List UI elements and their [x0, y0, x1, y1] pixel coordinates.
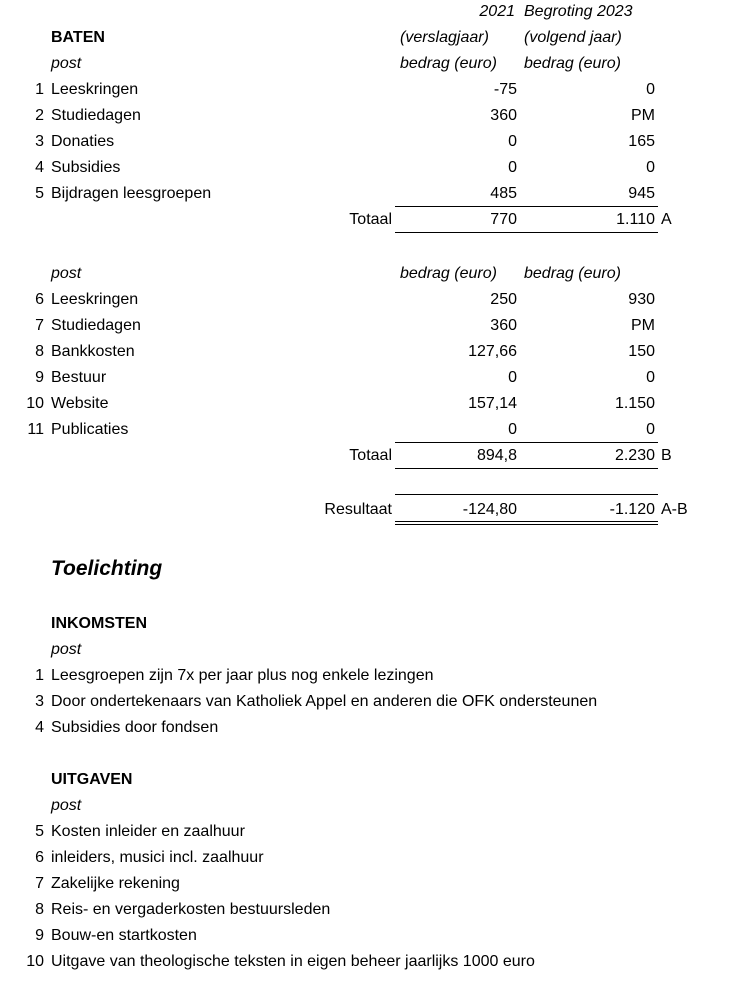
result-top-rule — [395, 494, 658, 495]
lasten-total-2023: 2.230 — [614, 447, 655, 464]
item-number: 1 — [35, 667, 44, 684]
row-value-2023: 150 — [628, 343, 655, 360]
row-number: 3 — [35, 133, 44, 150]
item-text: Leesgroepen zijn 7x per jaar plus nog enkele lezingen — [51, 667, 434, 684]
row-label: Leeskringen — [51, 81, 139, 98]
row-label: Bankkosten — [51, 343, 135, 360]
row-value-2021: 0 — [508, 133, 517, 150]
row-value-2023: 1.150 — [614, 395, 655, 412]
item-text: Reis- en vergaderkosten bestuursleden — [51, 901, 331, 918]
row-value-2023: 930 — [628, 291, 655, 308]
row-value-2021: 127,66 — [468, 343, 517, 360]
unit-col2-label: bedrag (euro) — [524, 265, 621, 282]
baten-subtotal-rule — [395, 206, 658, 207]
baten-total-label: Totaal — [349, 211, 392, 228]
row-value-2021: 485 — [490, 185, 517, 202]
volgend-jaar-subheader: (volgend jaar) — [524, 29, 622, 46]
result-tag: A-B — [661, 501, 688, 518]
lasten-total-2021: 894,8 — [476, 447, 517, 464]
row-value-2021: 157,14 — [468, 395, 517, 412]
row-value-2023: 0 — [646, 369, 655, 386]
row-value-2021: -75 — [493, 81, 517, 98]
item-text: Subsidies door fondsen — [51, 719, 219, 736]
result-label: Resultaat — [324, 501, 392, 518]
row-value-2023: 0 — [646, 159, 655, 176]
post-label: post — [51, 55, 82, 72]
item-text: Zakelijke rekening — [51, 875, 180, 892]
row-label: Leeskringen — [51, 291, 139, 308]
item-number: 6 — [35, 849, 44, 866]
row-value-2021: 0 — [508, 369, 517, 386]
item-text: Kosten inleider en zaalhuur — [51, 823, 245, 840]
item-number: 10 — [26, 953, 44, 970]
item-number: 5 — [35, 823, 44, 840]
row-number: 8 — [35, 343, 44, 360]
uitgaven-heading: UITGAVEN — [51, 771, 133, 788]
row-label: Studiedagen — [51, 317, 141, 334]
item-text: Door ondertekenaars van Katholiek Appel en anderen die OFK ondersteunen — [51, 693, 598, 710]
post-label: post — [51, 797, 82, 814]
row-label: Donaties — [51, 133, 115, 150]
lasten-subtotal-rule — [395, 442, 658, 443]
row-value-2021: 0 — [508, 159, 517, 176]
row-value-2023: PM — [631, 317, 655, 334]
lasten-total-label: Totaal — [349, 447, 392, 464]
row-number: 7 — [35, 317, 44, 334]
begroting-2023-header: Begroting 2023 — [524, 3, 633, 20]
verslagjaar-subheader: (verslagjaar) — [400, 29, 489, 46]
row-value-2021: 0 — [508, 421, 517, 438]
row-value-2023: PM — [631, 107, 655, 124]
baten-heading: BATEN — [51, 29, 105, 46]
row-number: 10 — [26, 395, 44, 412]
baten-total-tag: A — [661, 211, 672, 228]
item-number: 9 — [35, 927, 44, 944]
row-label: Bestuur — [51, 369, 107, 386]
year-2021-header: 2021 — [479, 3, 515, 20]
row-label: Studiedagen — [51, 107, 141, 124]
item-number: 7 — [35, 875, 44, 892]
row-number: 4 — [35, 159, 44, 176]
lasten-total-tag: B — [661, 447, 672, 464]
item-text: Bouw-en startkosten — [51, 927, 197, 944]
unit-col2-label: bedrag (euro) — [524, 55, 621, 72]
row-label: Subsidies — [51, 159, 121, 176]
item-text: inleiders, musici incl. zaalhuur — [51, 849, 264, 866]
row-value-2021: 250 — [490, 291, 517, 308]
row-number: 11 — [27, 421, 44, 438]
baten-total-2021: 770 — [490, 211, 517, 228]
row-value-2021: 360 — [490, 317, 517, 334]
row-value-2023: 0 — [646, 81, 655, 98]
result-double-rule-1 — [395, 521, 658, 522]
post-label: post — [51, 265, 82, 282]
row-value-2023: 945 — [628, 185, 655, 202]
toelichting-title: Toelichting — [51, 557, 163, 580]
row-number: 6 — [35, 291, 44, 308]
row-number: 1 — [35, 81, 44, 98]
baten-total-rule — [395, 232, 658, 233]
item-number: 3 — [35, 693, 44, 710]
item-number: 4 — [35, 719, 44, 736]
inkomsten-heading: INKOMSTEN — [51, 615, 147, 632]
row-label: Website — [51, 395, 109, 412]
result-2023: -1.120 — [609, 501, 655, 518]
result-double-rule-2 — [395, 524, 658, 525]
row-label: Publicaties — [51, 421, 129, 438]
unit-col1-label: bedrag (euro) — [400, 265, 497, 282]
lasten-total-rule — [395, 468, 658, 469]
row-value-2023: 0 — [646, 421, 655, 438]
unit-col1-label: bedrag (euro) — [400, 55, 497, 72]
item-number: 8 — [35, 901, 44, 918]
row-number: 5 — [35, 185, 44, 202]
post-label: post — [51, 641, 82, 658]
row-number: 2 — [35, 107, 44, 124]
row-value-2021: 360 — [490, 107, 517, 124]
row-value-2023: 165 — [628, 133, 655, 150]
row-label: Bijdragen leesgroepen — [51, 185, 212, 202]
row-number: 9 — [35, 369, 44, 386]
item-text: Uitgave van theologische teksten in eigen beheer jaarlijks 1000 euro — [51, 953, 535, 970]
baten-total-2023: 1.110 — [616, 211, 655, 228]
result-2021: -124,80 — [462, 501, 517, 518]
